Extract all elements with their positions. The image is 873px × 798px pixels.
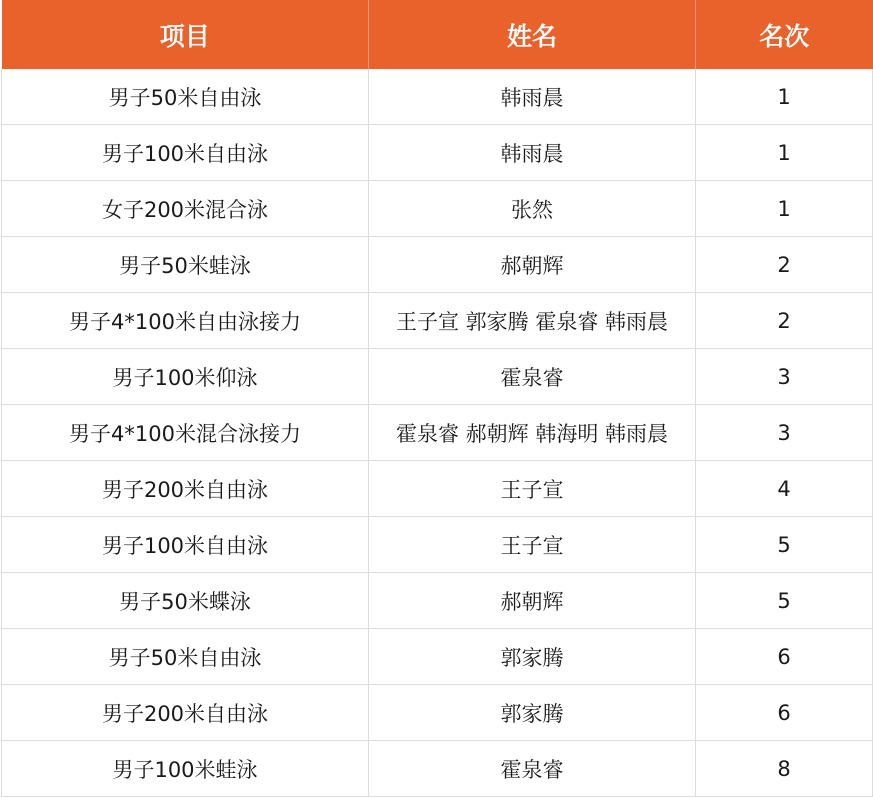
header-row [2, 0, 873, 69]
name-cell: 王子宣 [369, 517, 696, 573]
table-header [2, 0, 873, 69]
rank-cell: 5 [696, 573, 873, 629]
table-body [2, 69, 873, 797]
name-cell: 霍泉睿 [369, 741, 696, 797]
event-cell: 男子4*100米混合泳接力 [2, 405, 369, 461]
rank-cell: 2 [696, 293, 873, 349]
table-row [2, 349, 873, 405]
rank-cell: 2 [696, 237, 873, 293]
table-row [2, 573, 873, 629]
table-row [2, 685, 873, 741]
rank-cell: 1 [696, 125, 873, 181]
rank-cell: 1 [696, 69, 873, 125]
header-name: 姓名 [369, 0, 696, 69]
header-event: 项目 [2, 0, 369, 69]
table-row [2, 293, 873, 349]
rank-cell: 3 [696, 349, 873, 405]
event-cell: 男子4*100米自由泳接力 [2, 293, 369, 349]
event-cell: 女子200米混合泳 [2, 181, 369, 237]
table-row [2, 181, 873, 237]
event-cell: 男子100米蛙泳 [2, 741, 369, 797]
table-row [2, 629, 873, 685]
event-cell: 男子200米自由泳 [2, 461, 369, 517]
event-cell: 男子100米自由泳 [2, 517, 369, 573]
rank-cell: 6 [696, 629, 873, 685]
name-cell: 霍泉睿 [369, 349, 696, 405]
table-row [2, 125, 873, 181]
event-cell: 男子200米自由泳 [2, 685, 369, 741]
rank-cell: 1 [696, 181, 873, 237]
name-cell: 韩雨晨 [369, 69, 696, 125]
name-cell: 郭家腾 [369, 685, 696, 741]
event-cell: 男子50米蛙泳 [2, 237, 369, 293]
table-row [2, 237, 873, 293]
name-cell: 韩雨晨 [369, 125, 696, 181]
event-cell: 男子100米自由泳 [2, 125, 369, 181]
name-cell: 郝朝辉 [369, 573, 696, 629]
header-rank: 名次 [696, 0, 873, 69]
results-table [1, 0, 873, 797]
event-cell: 男子50米蝶泳 [2, 573, 369, 629]
name-cell: 王子宣 [369, 461, 696, 517]
rank-cell: 5 [696, 517, 873, 573]
event-cell: 男子50米自由泳 [2, 69, 369, 125]
table-row [2, 405, 873, 461]
name-cell: 郝朝辉 [369, 237, 696, 293]
name-cell: 王子宣 郭家腾 霍泉睿 韩雨晨 [369, 293, 696, 349]
table-row [2, 517, 873, 573]
table-row [2, 69, 873, 125]
rank-cell: 4 [696, 461, 873, 517]
event-cell: 男子50米自由泳 [2, 629, 369, 685]
event-cell: 男子100米仰泳 [2, 349, 369, 405]
table-row [2, 461, 873, 517]
rank-cell: 3 [696, 405, 873, 461]
name-cell: 霍泉睿 郝朝辉 韩海明 韩雨晨 [369, 405, 696, 461]
rank-cell: 8 [696, 741, 873, 797]
table-row [2, 741, 873, 797]
rank-cell: 6 [696, 685, 873, 741]
name-cell: 张然 [369, 181, 696, 237]
name-cell: 郭家腾 [369, 629, 696, 685]
